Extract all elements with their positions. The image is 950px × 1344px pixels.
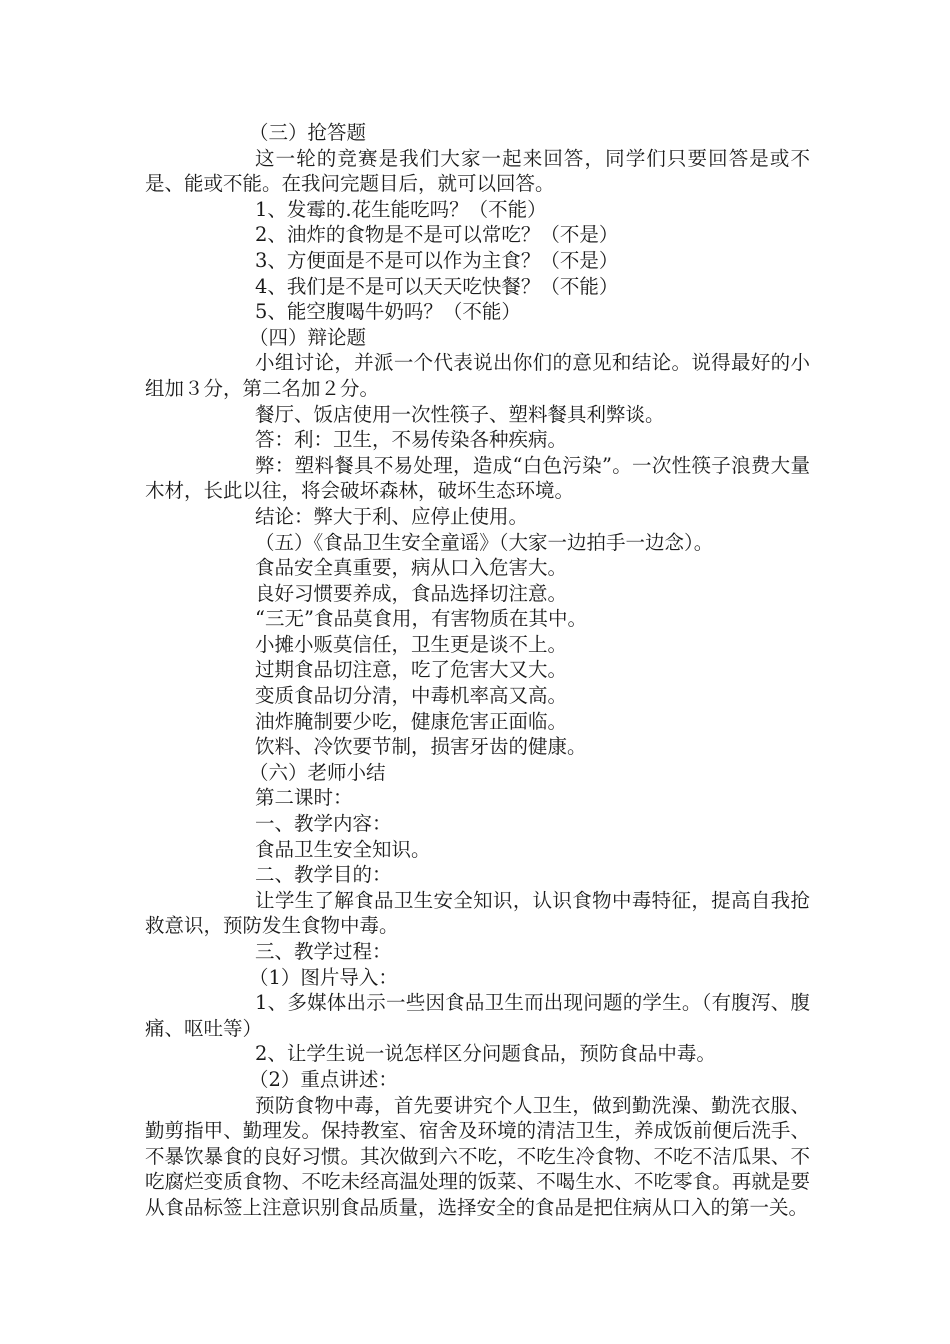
teaching-content-heading: 一、教学内容： (255, 812, 392, 836)
step-heading-images: （1）图片导入： (249, 965, 398, 989)
quiz-question-1: 1、发霉的.花生能吃吗？（不能） (255, 197, 547, 221)
key-points-text: 预防食物中毒，首先要讲究个人卫生，做到勤洗澡、勤洗衣服、勤剪指甲、勤理发。保持教室、宿舍及环境的清洁卫生，养成饭前便后洗手、不暴饮暴食的良好习惯。其次做到六不吃，不吃生冷食物、不吃不洁瓜果、不吃腐烂变质食物、不吃未经高温处理的饭菜、不喝生水、不吃零食。再就是要从食品标签上注意识别食品质量，选择安全的食品是把住病从口入的第一关。 (145, 1093, 810, 1219)
step-images-item-1: 1、多媒体出示一些因食品卫生而出现问题的学生。（有腹泻、腹痛、呕吐等） (145, 991, 810, 1040)
document-body (145, 120, 810, 1221)
teaching-content-text: 食品卫生安全知识。 (255, 837, 431, 861)
rhyme-line-4: 小摊小贩莫信任，卫生更是谈不上。 (255, 632, 568, 656)
teaching-goal-heading: 二、教学目的： (255, 863, 392, 887)
rhyme-line-1: 食品安全真重要，病从口入危害大。 (255, 556, 568, 580)
quiz-question-3: 3、方便面是不是可以作为主食？（不是） (255, 248, 619, 272)
teaching-goal-text: 让学生了解食品卫生安全知识，认识食物中毒特征，提高自我抢救意识，预防发生食物中毒。 (145, 888, 810, 938)
step-images-item-2: 2、让学生说一说怎样区分问题食品，预防食品中毒。 (255, 1042, 716, 1066)
section-heading-rhyme: （五）《食品卫生安全童谣》（大家一边拍手一边念）。 (255, 530, 714, 554)
rhyme-line-2: 良好习惯要养成，食品选择切注意。 (255, 581, 568, 605)
debate-con: 弊：塑料餐具不易处理，造成“白色污染”。一次性筷子浪费大量木材，长此以往，将会破坏森林，破坏生态环境。 (145, 453, 810, 503)
teaching-process-heading: 三、教学过程： (255, 940, 392, 963)
section-heading-debate: （四）辩论题 (249, 325, 367, 349)
quiz-question-2: 2、油炸的食物是不是可以常吃？（不是） (255, 223, 619, 247)
quiz-instructions: 这一轮的竞赛是我们大家一起来回答，同学们只要回答是或不是、能或不能。在我问完题目后，就可以回答。 (145, 146, 810, 196)
section-heading-summary: （六）老师小结 (249, 760, 386, 784)
rhyme-line-6: 变质食品切分清，中毒机率高又高。 (255, 684, 568, 708)
debate-instructions: 小组讨论，并派一个代表说出你们的意见和结论。说得最好的小组加３分，第二名加２分。 (145, 351, 810, 400)
quiz-question-5: 5、能空腹喝牛奶吗？（不能） (255, 300, 521, 324)
rhyme-line-5: 过期食品切注意，吃了危害大又大。 (255, 658, 568, 682)
debate-topic: 餐厅、饭店使用一次性筷子、塑料餐具利弊谈。 (255, 402, 665, 426)
rhyme-line-8: 饮料、冷饮要节制，损害牙齿的健康。 (255, 735, 587, 759)
debate-conclusion: 结论：弊大于利、应停止使用。 (255, 504, 529, 528)
section-heading-quiz: （三）抢答题 (249, 121, 367, 144)
step-heading-key-points: （2）重点讲述： (249, 1067, 398, 1091)
debate-pro: 答：利：卫生，不易传染各种疾病。 (255, 428, 568, 452)
rhyme-line-7: 油炸腌制要少吃，健康危害正面临。 (255, 709, 568, 733)
quiz-question-4: 4、我们是不是可以天天吃快餐？（不能） (255, 274, 619, 298)
rhyme-line-3: “三无”食品莫食用，有害物质在其中。 (255, 607, 587, 631)
second-lesson-heading: 第二课时： (255, 786, 353, 810)
